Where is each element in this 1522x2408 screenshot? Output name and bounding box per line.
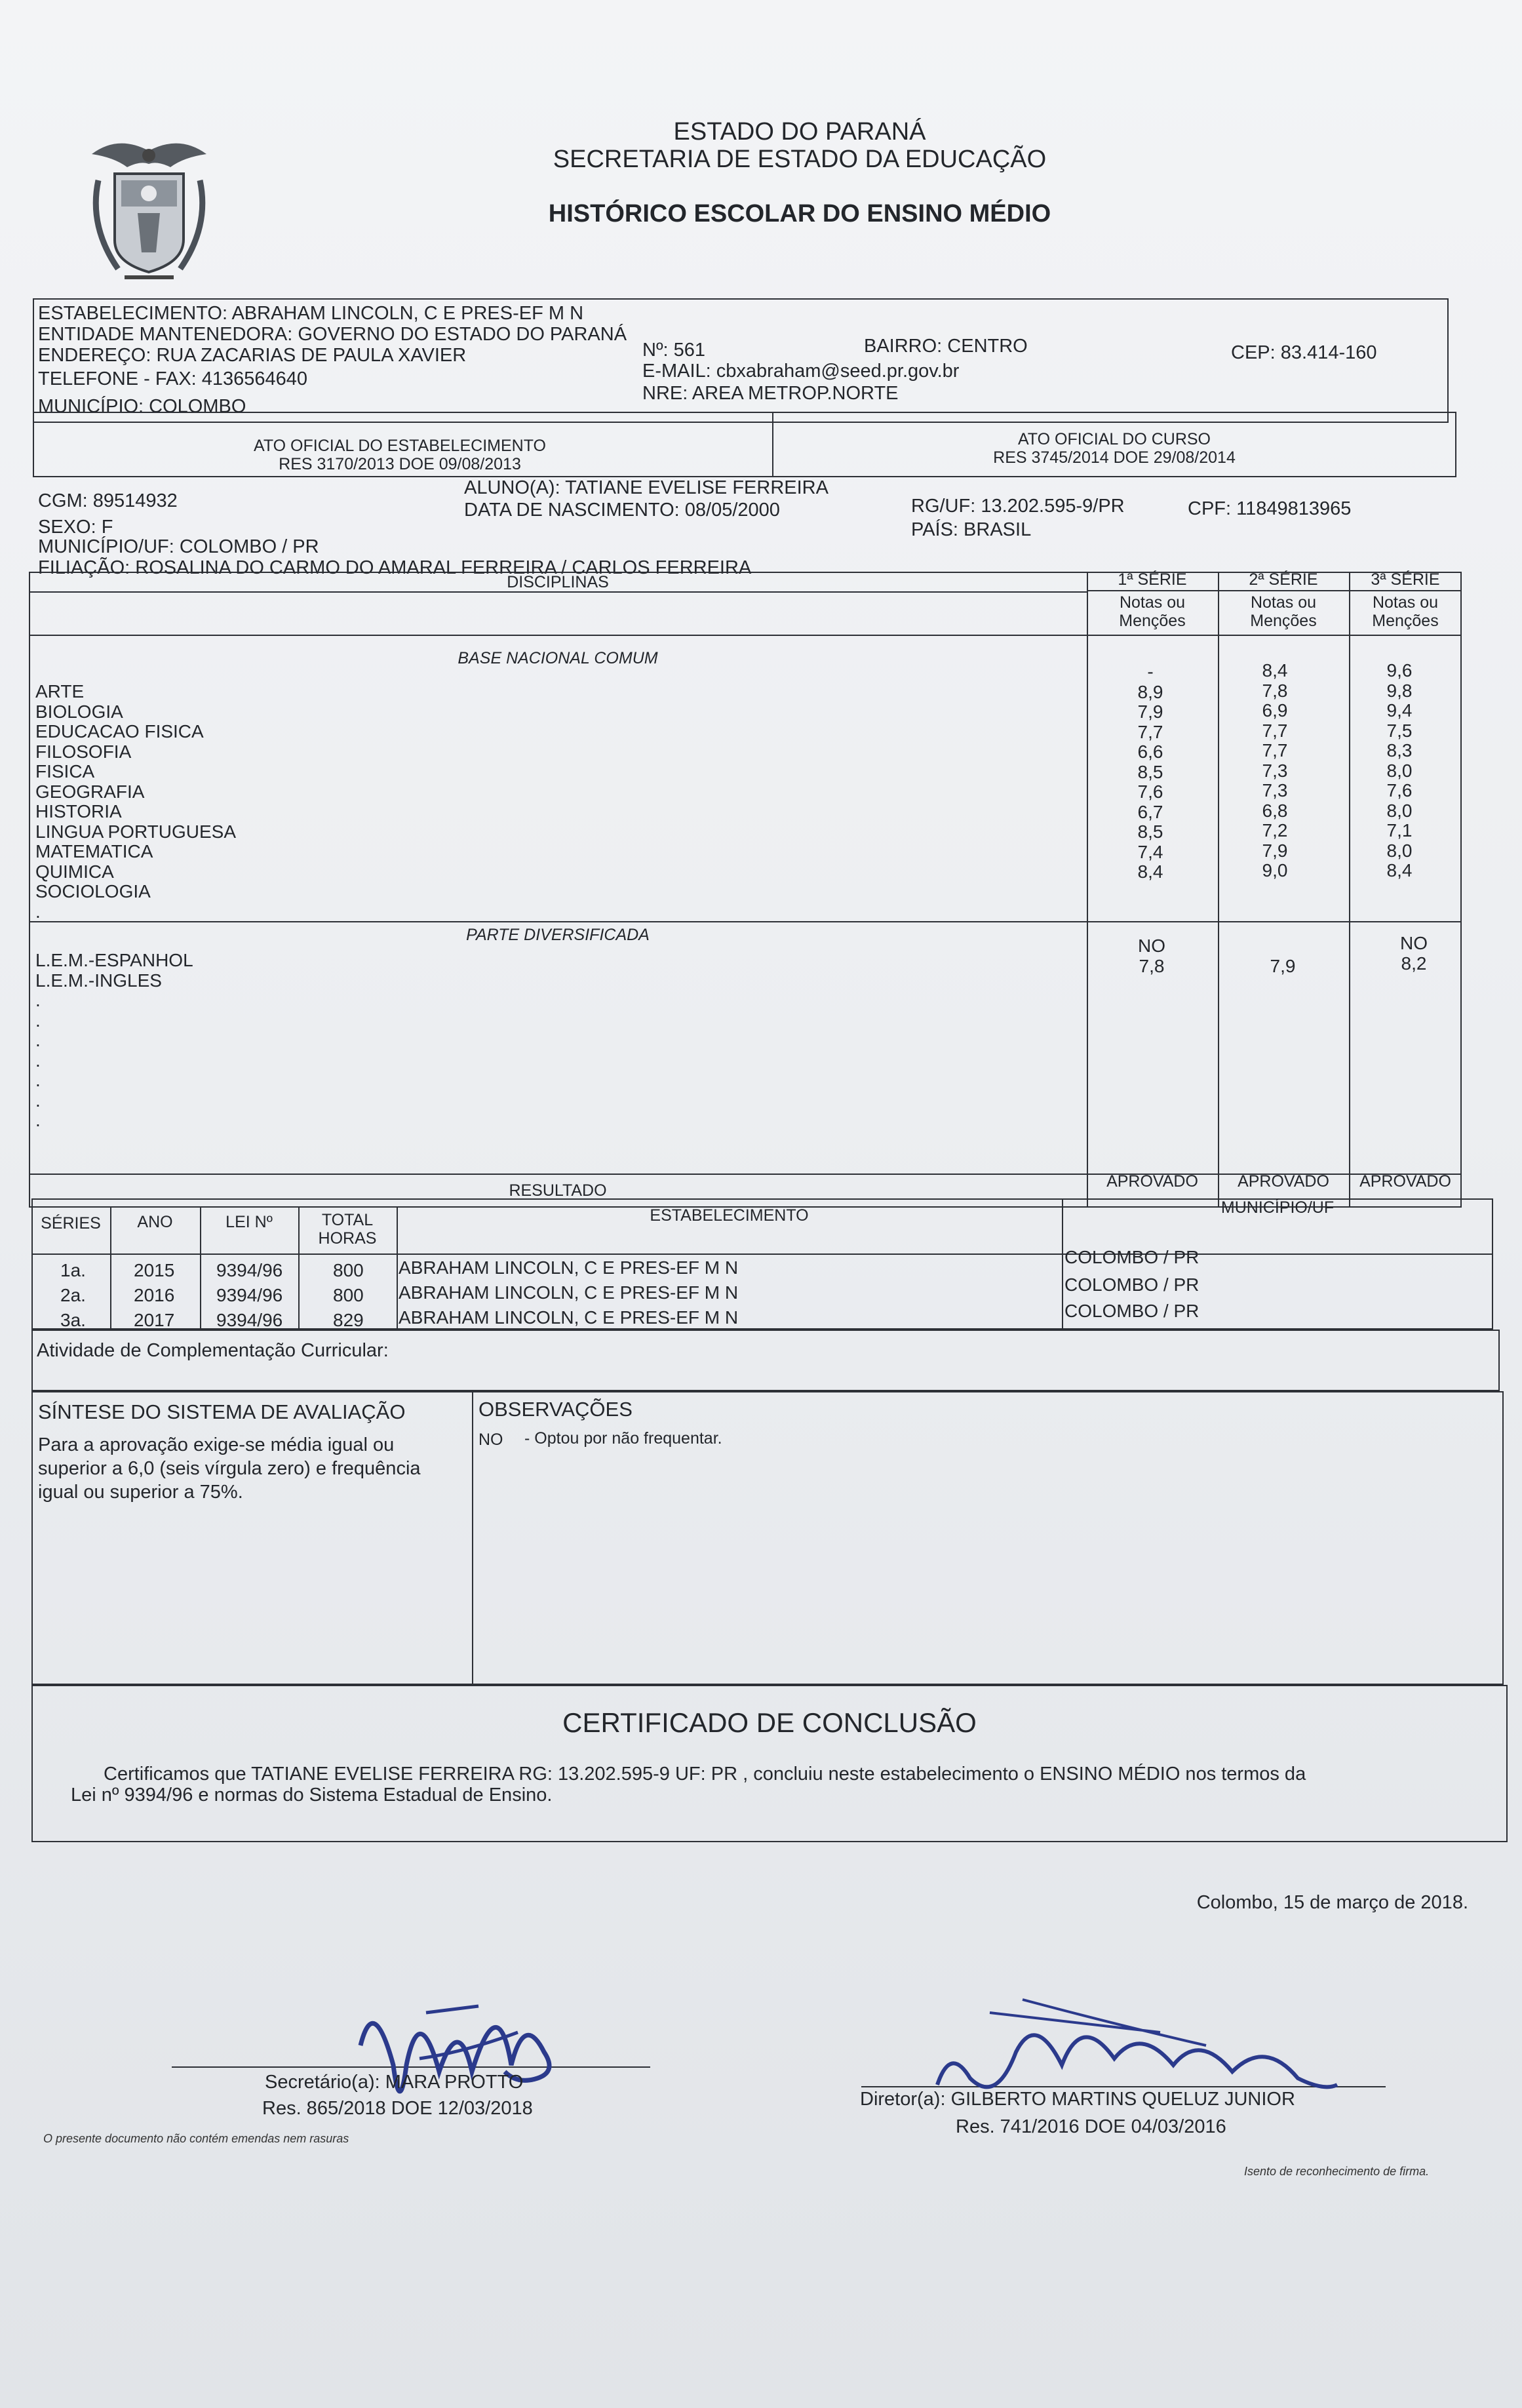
synthesis-text: Para a aprovação exige-se média igual ou superior a 6,0 (seis vírgula zero) e frequência igual ou superior a 75%. bbox=[38, 1434, 421, 1503]
course-act-label: ATO OFICIAL DO CURSO bbox=[1017, 430, 1211, 448]
history-cell-series: 1a. bbox=[60, 1260, 86, 1280]
cgm-field: CGM: 89514932 bbox=[38, 490, 178, 511]
history-establishment-header: ESTABELECIMENTO bbox=[650, 1206, 809, 1225]
history-law-header: LEI Nº bbox=[225, 1213, 273, 1231]
history-cell-year: 2016 bbox=[134, 1285, 175, 1305]
establishment-act-value: RES 3170/2013 DOE 09/08/2013 bbox=[279, 455, 521, 473]
history-cell-hours: 800 bbox=[333, 1285, 364, 1305]
notes-header-3: Notas ou Menções bbox=[1372, 593, 1439, 630]
series-header-line bbox=[1087, 590, 1462, 591]
diversified-subjects-list: L.E.M.-ESPANHOL L.E.M.-INGLES . . . . . . . bbox=[35, 950, 193, 1130]
history-cell-series: 2a. bbox=[60, 1285, 86, 1305]
secretariat-heading: SECRETARIA DE ESTADO DA EDUCAÇÃO bbox=[553, 146, 1047, 173]
history-series-header: SÉRIES bbox=[41, 1214, 101, 1233]
certificate-line-1: Certificamos que TATIANE EVELISE FERREIRA RG: 13.202.595-9 UF: PR , concluiu neste estabelecimento o ENSINO MÉDIO nos termos da bbox=[104, 1764, 1306, 1785]
observations-text: - Optou por não frequentar. bbox=[524, 1429, 722, 1448]
neighborhood-field: BAIRRO: CENTRO bbox=[864, 336, 1028, 357]
observations-code: NO bbox=[478, 1431, 503, 1449]
parents-field: FILIAÇÃO: ROSALINA DO CARMO DO AMARAL FERREIRA / CARLOS FERREIRA bbox=[38, 557, 752, 578]
history-cell-hours: 800 bbox=[333, 1260, 364, 1280]
series-2-header: 2ª SÉRIE bbox=[1249, 570, 1318, 589]
history-year-header: ANO bbox=[137, 1213, 173, 1231]
history-municipality-header: MUNICÍPIO/UF bbox=[1220, 1198, 1335, 1217]
nre-field: NRE: AREA METROP.NORTE bbox=[642, 383, 899, 404]
synthesis-divider bbox=[472, 1391, 473, 1685]
signature-exemption-note: Isento de reconhecimento de firma. bbox=[1244, 2165, 1430, 2178]
secretary-name: Secretário(a): MARA PROTTO bbox=[265, 2072, 524, 2093]
country-field: PAÍS: BRASIL bbox=[911, 519, 1032, 540]
history-cell-year: 2017 bbox=[134, 1310, 175, 1330]
history-cell-law: 9394/96 bbox=[216, 1285, 283, 1305]
disciplines-header: DISCIPLINAS bbox=[507, 573, 609, 591]
phone-field: TELEFONE - FAX: 4136564640 bbox=[38, 368, 308, 389]
student-municipality-field: MUNICÍPIO/UF: COLOMBO / PR bbox=[38, 536, 319, 557]
notes-header-2: Notas ou Menções bbox=[1250, 593, 1317, 630]
base-subjects-list: ARTE BIOLOGIA EDUCACAO FISICA FILOSOFIA FISICA GEOGRAFIA HISTORIA LINGUA PORTUGUESA MATEMATICA QUIMICA SOCIOLOGIA . bbox=[35, 681, 237, 922]
email-field: E-MAIL: cbxabraham@seed.pr.gov.br bbox=[642, 361, 960, 382]
number-field: Nº: 561 bbox=[642, 340, 706, 361]
state-heading: ESTADO DO PARANÁ bbox=[673, 118, 926, 146]
certificate-title: CERTIFICADO DE CONCLUSÃO bbox=[562, 1707, 977, 1738]
course-act-value: RES 3745/2014 DOE 29/08/2014 bbox=[993, 448, 1236, 467]
history-cell-hours: 829 bbox=[333, 1310, 364, 1330]
director-name: Diretor(a): GILBERTO MARTINS QUELUZ JUNIOR bbox=[860, 2089, 1295, 2110]
result-series-2: APROVADO bbox=[1238, 1172, 1329, 1191]
history-col-divider-5 bbox=[1062, 1198, 1063, 1330]
history-hours-header: TOTAL HORAS bbox=[318, 1211, 377, 1248]
disciplines-header-line bbox=[29, 591, 1087, 593]
diversified-grades-series-2: 7,9 bbox=[1270, 955, 1296, 976]
history-cell-municipality: COLOMBO / PR bbox=[1064, 1247, 1200, 1267]
history-cell-establishment: ABRAHAM LINCOLN, C E PRES-EF M N bbox=[399, 1282, 739, 1303]
address-field: ENDEREÇO: RUA ZACARIAS DE PAULA XAVIER bbox=[38, 345, 467, 366]
document-title: HISTÓRICO ESCOLAR DO ENSINO MÉDIO bbox=[548, 200, 1051, 227]
history-header-bottom bbox=[31, 1253, 1493, 1255]
result-series-1: APROVADO bbox=[1106, 1172, 1198, 1191]
rg-field: RG/UF: 13.202.595-9/PR bbox=[911, 496, 1125, 517]
history-col-divider-4 bbox=[397, 1206, 398, 1330]
base-grades-series-1: - 8,9 7,9 7,7 6,6 8,5 7,6 6,7 8,5 7,4 8,4 bbox=[1137, 661, 1163, 882]
acts-divider bbox=[772, 412, 773, 476]
establishment-field: ESTABELECIMENTO: ABRAHAM LINCOLN, C E PRES-EF M N bbox=[38, 303, 584, 324]
student-name-field: ALUNO(A): TATIANE EVELISE FERREIRA bbox=[464, 477, 829, 498]
history-cell-establishment: ABRAHAM LINCOLN, C E PRES-EF M N bbox=[399, 1257, 739, 1278]
base-grades-series-3: 9,6 9,8 9,4 7,5 8,3 8,0 7,6 8,0 7,1 8,0 8,4 bbox=[1386, 660, 1413, 880]
certificate-line-2: Lei nº 9394/96 e normas do Sistema Estadual de Ensino. bbox=[71, 1785, 553, 1806]
base-section-bottom bbox=[29, 921, 1462, 922]
notes-header-1: Notas ou Menções bbox=[1119, 593, 1186, 630]
history-cell-law: 9394/96 bbox=[216, 1260, 283, 1280]
cep-field: CEP: 83.414-160 bbox=[1231, 342, 1377, 363]
history-cell-series: 3a. bbox=[60, 1310, 86, 1330]
history-cell-establishment: ABRAHAM LINCOLN, C E PRES-EF M N bbox=[399, 1307, 739, 1328]
synthesis-title: SÍNTESE DO SISTEMA DE AVALIAÇÃO bbox=[38, 1400, 406, 1423]
history-cell-municipality: COLOMBO / PR bbox=[1064, 1274, 1200, 1295]
observations-title: OBSERVAÇÕES bbox=[478, 1398, 633, 1421]
diversified-grades-series-1: NO 7,8 bbox=[1138, 936, 1165, 976]
secretary-resolution: Res. 865/2018 DOE 12/03/2018 bbox=[262, 2098, 533, 2119]
result-label: RESULTADO bbox=[509, 1181, 607, 1200]
history-cell-year: 2015 bbox=[134, 1260, 175, 1280]
parana-coat-of-arms-icon bbox=[79, 128, 220, 288]
series-1-header: 1ª SÉRIE bbox=[1118, 570, 1187, 589]
cpf-field: CPF: 11849813965 bbox=[1188, 498, 1352, 519]
history-cell-law: 9394/96 bbox=[216, 1310, 283, 1330]
place-and-date-text: Colombo, 15 de março de 2018. bbox=[1196, 1892, 1468, 1913]
result-series-3: APROVADO bbox=[1359, 1172, 1451, 1191]
history-cell-municipality: COLOMBO / PR bbox=[1064, 1301, 1200, 1321]
place-and-date bbox=[1049, 1892, 1468, 1913]
series-3-header: 3ª SÉRIE bbox=[1371, 570, 1440, 589]
municipality-field: MUNICÍPIO: COLOMBO bbox=[38, 396, 246, 417]
director-resolution: Res. 741/2016 DOE 04/03/2016 bbox=[956, 2116, 1226, 2137]
maintainer-field: ENTIDADE MANTENEDORA: GOVERNO DO ESTADO DO PARANÁ bbox=[38, 324, 627, 345]
no-amendments-note: O presente documento não contém emendas nem rasuras bbox=[43, 2132, 349, 2145]
grades-header-bottom bbox=[29, 635, 1462, 636]
base-grades-series-2: 8,4 7,8 6,9 7,7 7,7 7,3 7,3 6,8 7,2 7,9 9,0 bbox=[1262, 660, 1288, 880]
diversified-grades-series-3: NO 8,2 bbox=[1400, 933, 1428, 974]
establishment-act-label: ATO OFICIAL DO ESTABELECIMENTO bbox=[254, 437, 546, 455]
sex-field: SEXO: F bbox=[38, 517, 113, 538]
birth-date-field: DATA DE NASCIMENTO: 08/05/2000 bbox=[464, 500, 780, 521]
complementary-activity-label: Atividade de Complementação Curricular: bbox=[37, 1340, 389, 1361]
base-section-title: BASE NACIONAL COMUM bbox=[458, 649, 658, 667]
diversified-section-title: PARTE DIVERSIFICADA bbox=[466, 926, 650, 944]
